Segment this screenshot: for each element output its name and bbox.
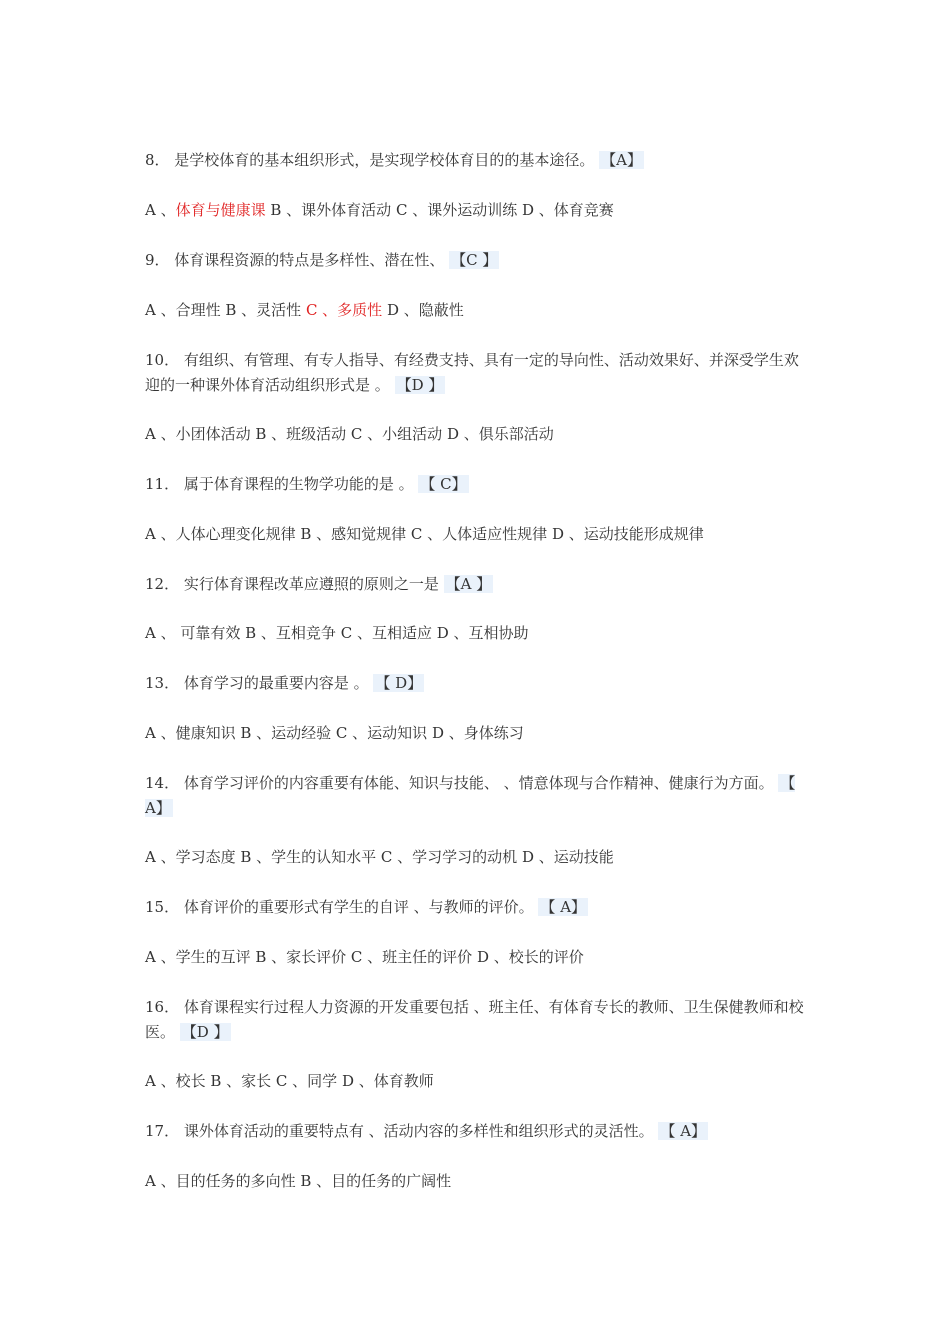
answer-badge: 【D 】 [396,376,444,394]
question-text: 14． 体育学习评价的内容重要有体能、知识与技能、 、情意体现与合作精神、健康行为方面。 [145,774,774,792]
options-11 [145,522,810,547]
options-16 [145,1069,810,1094]
answer-badge: 【A】 [601,151,642,169]
question-14 [145,771,810,821]
question-text: 11． 属于体育课程的生物学功能的是 。 [145,475,414,493]
answer-badge: 【 C】 [420,475,467,493]
options-text: A 、 可靠有效 B 、互相竞争 C 、互相适应 D 、互相协助 [145,624,529,642]
question-text: 10． 有组织、有管理、有专人指导、有经费支持、具有一定的导向性、活动效果好、并深受学生欢迎的一种课外体育活动组织形式是 。 [145,351,799,394]
options-15 [145,945,810,970]
answer-badge: 【D 】 [181,1023,229,1041]
options-text: A 、学生的互评 B 、家长评价 C 、班主任的评价 D 、校长的评价 [145,948,584,966]
answer-badge: 【 D】 [375,674,423,692]
options-12 [145,621,810,646]
question-13 [145,671,810,696]
options-17 [145,1169,810,1194]
question-12 [145,572,810,597]
options-post: D 、隐蔽性 [382,301,464,319]
options-10 [145,422,810,447]
answer-badge: 【 A】 [145,774,796,817]
highlighted-answer: 体育与健康课 [175,201,266,219]
options-14 [145,845,810,870]
options-text: A 、校长 B 、家长 C 、同学 D 、体育教师 [145,1072,434,1090]
answer-badge: 【C 】 [451,251,498,269]
question-text: 17． 课外体育活动的重要特点有 、活动内容的多样性和组织形式的灵活性。 [145,1122,654,1140]
options-text: A 、学习态度 B 、学生的认知水平 C 、学习学习的动机 D 、运动技能 [145,848,614,866]
question-10 [145,348,810,398]
options-text: A 、健康知识 B 、运动经验 C 、运动知识 D 、身体练习 [145,724,524,742]
question-11 [145,472,810,497]
options-pre: A 、合理性 B 、灵活性 [145,301,306,319]
options-post: B 、课外体育活动 C 、课外运动训练 D 、体育竞赛 [265,201,614,219]
highlighted-answer: C 、多质性 [305,301,383,319]
answer-badge: 【A 】 [445,575,492,593]
options-text: A 、目的任务的多向性 B 、目的任务的广阔性 [145,1172,452,1190]
question-16 [145,995,810,1045]
options-text: A 、人体心理变化规律 B 、感知觉规律 C 、人体适应性规律 D 、运动技能形成规律 [145,525,704,543]
options-text: A 、小团体活动 B 、班级活动 C 、小组活动 D 、俱乐部活动 [145,425,554,443]
options-8 [145,198,810,223]
question-text: 8． 是学校体育的基本组织形式，是实现学校体育目的的基本途径。 [145,151,595,169]
question-text: 9． 体育课程资源的特点是多样性、潜在性、 [145,251,445,269]
question-text: 15． 体育评价的重要形式有学生的自评 、与教师的评价。 [145,898,534,916]
question-9 [145,248,810,273]
answer-badge: 【 A】 [660,1122,707,1140]
question-text: 12． 实行体育课程改革应遵照的原则之一是 [145,575,439,593]
options-13 [145,721,810,746]
question-text: 16． 体育课程实行过程人力资源的开发重要包括 、班主任、有体育专长的教师、卫生保健教师和校医。 [145,998,804,1041]
question-15 [145,895,810,920]
options-pre: A 、 [145,201,176,219]
answer-badge: 【 A】 [540,898,587,916]
options-9 [145,298,810,323]
question-8 [145,148,810,173]
question-17 [145,1119,810,1144]
question-text: 13． 体育学习的最重要内容是 。 [145,674,369,692]
